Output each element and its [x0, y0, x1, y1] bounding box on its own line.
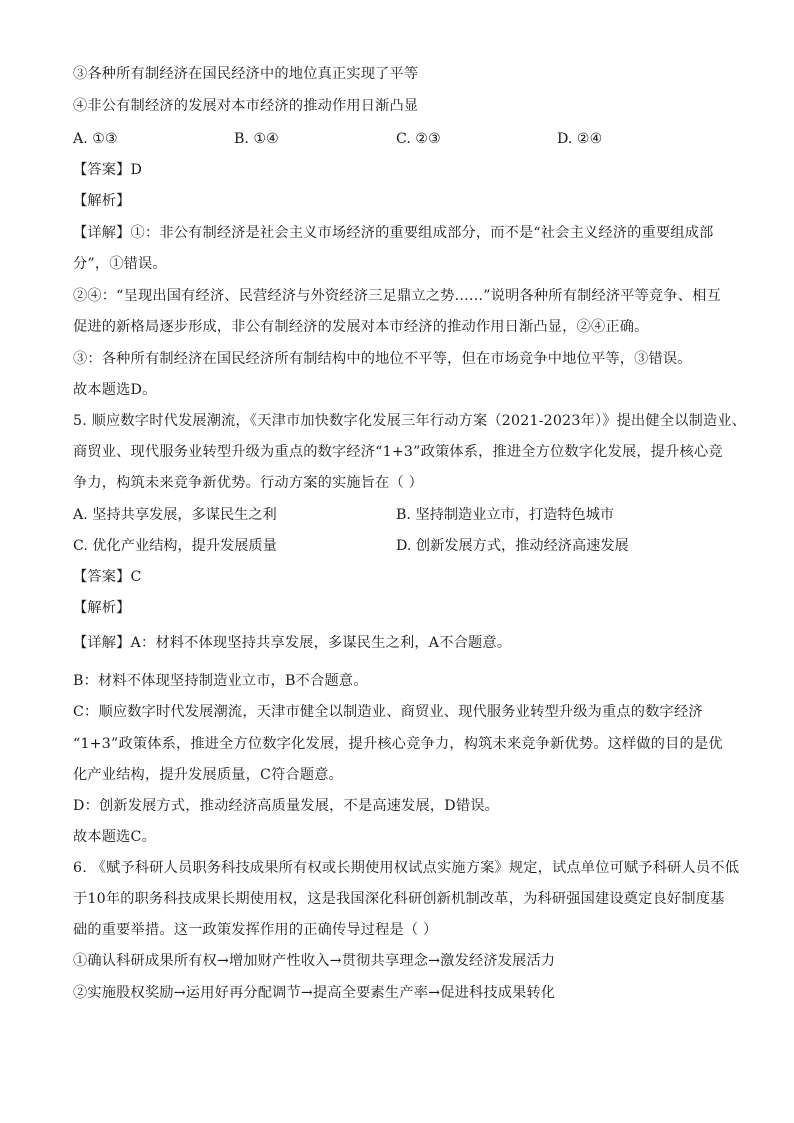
q5-detail-c-2: “1+3”政策体系，推进全方位数字化发展，提升核心竞争力，构筑未来竞争新优势。这样做的目的是优	[73, 736, 723, 752]
q5-detail-c-1: C：顺应数字时代发展潮流，天津市健全以制造业、商贸业、现代服务业转型升级为重点的数字经济	[73, 704, 703, 720]
q6-item-2: ②实施股权奖励→运用好再分配调节→提高全要素生产率→促进科技成果转化	[73, 985, 556, 1001]
q5-option-c: C. 优化产业结构，提升发展质量	[73, 538, 277, 554]
q4-option-c: C. ②③	[396, 131, 441, 147]
q5-stem-line-2: 商贸业、现代服务业转型升级为重点的数字经济“1+3”政策体系，推进全方位数字化发展，提升核心竞	[73, 444, 723, 460]
q5-stem-line-3: 争力，构筑未来竞争新优势。行动方案的实施旨在（ ）	[73, 475, 424, 491]
q5-detail-c-3: 化产业结构，提升发展质量，C符合题意。	[73, 767, 344, 783]
q4-statement-4: ④非公有制经济的发展对本市经济的推动作用日渐凸显	[73, 98, 419, 114]
q5-analysis-label: 【解析】	[73, 600, 131, 616]
q4-detail-2: ②④：“呈现出国有经济、民营经济与外资经济三足鼎立之势……”说明各种所有制经济平等竞争、相互	[73, 288, 721, 304]
q5-answer: 【答案】C	[73, 569, 142, 585]
q4-detail-2-cont: 促进的新格局逐步形成，非公有制经济的发展对本市经济的推动作用日渐凸显，②④正确。	[73, 319, 649, 335]
q4-analysis-label: 【解析】	[73, 193, 131, 209]
q5-stem-line-1: 5. 顺应数字时代发展潮流，《天津市加快数字化发展三年行动方案（2021-2023年）》提出健全以制造业、	[73, 413, 747, 429]
q6-stem-line-3: 础的重要举措。这一政策发挥作用的正确传导过程是（ ）	[73, 922, 438, 938]
q5-conclusion: 故本题选C。	[73, 829, 156, 845]
q6-stem-line-2: 于10年的职务科技成果长期使用权，这是我国深化科研创新机制改革，为科研强国建设奠定良好制度基	[73, 891, 725, 907]
q5-option-b: B. 坚持制造业立市，打造特色城市	[396, 507, 615, 523]
q4-detail-3: ③：各种所有制经济在国民经济所有制结构中的地位不平等，但在市场竞争中地位平等，③错误。	[73, 351, 692, 367]
q4-statement-3: ③各种所有制经济在国民经济中的地位真正实现了平等	[73, 66, 419, 82]
q6-item-1: ①确认科研成果所有权→增加财产性收入→贯彻共享理念→激发经济发展活力	[73, 953, 556, 969]
q4-detail-1: 【详解】①：非公有制经济是社会主义市场经济的重要组成部分，而不是“社会主义经济的重要组成部	[73, 225, 714, 241]
q4-option-d: D. ②④	[557, 131, 603, 147]
q4-option-a: A. ①③	[73, 131, 118, 147]
q6-stem-line-1: 6. 《赋予科研人员职务科技成果所有权或长期使用权试点实施方案》规定，试点单位可赋予科研人员不低	[73, 860, 740, 876]
q4-option-b: B. ①④	[234, 131, 279, 147]
q4-answer: 【答案】D	[73, 162, 143, 178]
q5-option-d: D. 创新发展方式，推动经济高速发展	[396, 538, 629, 554]
q4-detail-1-cont: 分”，①错误。	[73, 256, 167, 272]
q5-detail-a: 【详解】A：材料不体现坚持共享发展，多谋民生之利，A不合题意。	[73, 635, 512, 651]
q4-conclusion: 故本题选D。	[73, 382, 157, 398]
q5-option-a: A. 坚持共享发展，多谋民生之利	[73, 507, 277, 523]
q5-detail-d: D：创新发展方式，推动经济高质量发展，不是高速发展，D错误。	[73, 798, 500, 814]
q5-detail-b: B：材料不体现坚持制造业立市，B不合题意。	[73, 673, 368, 689]
